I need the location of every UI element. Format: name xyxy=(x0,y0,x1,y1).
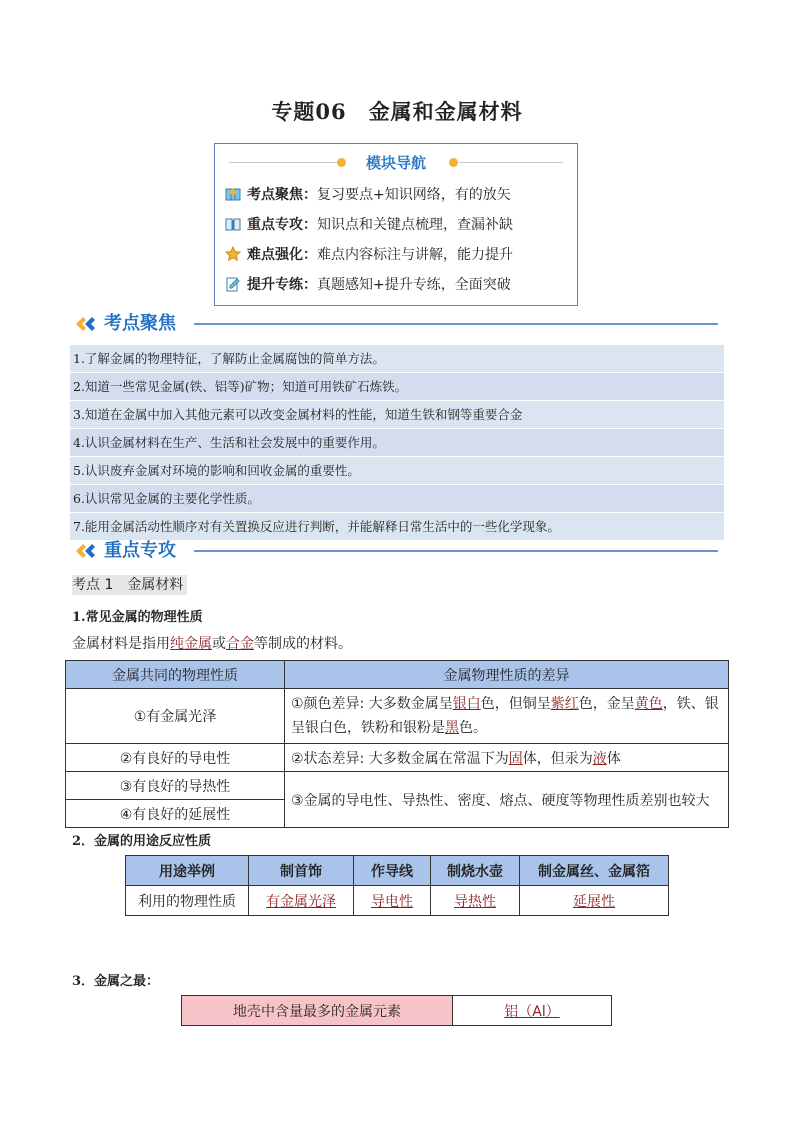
text: 金属材料是指用 xyxy=(72,636,170,652)
list-item: 3.知道在金属中加入其他元素可以改变金属材料的性能，知道生铁和钢等重要合金 xyxy=(70,401,724,429)
text: ②状态差异: 大多数金属在常温下为 xyxy=(291,750,509,767)
nav-item-desc: 真题感知+提升专练，全面突破 xyxy=(317,277,511,293)
kaodian-label: 考点 1 金属材料 xyxy=(72,575,187,595)
table-cell: ①有金属光泽 xyxy=(66,689,285,744)
nav-item-difficulty xyxy=(225,244,513,266)
answer-text: 导热性 xyxy=(454,893,496,910)
answer-text: 黑 xyxy=(445,720,459,736)
list-item: 7.能用金属活动性顺序对有关置换反应进行判断，并能解释日常生活中的一些化学现象。 xyxy=(70,513,724,541)
text: 体 xyxy=(606,750,621,767)
edit-icon xyxy=(225,276,241,292)
text: 体，但汞为 xyxy=(522,750,593,767)
subheading: 3．金属之最： xyxy=(72,974,160,989)
table-cell: ③金属的导电性、导热性、密度、熔点、硬度等物理性质差别也较大 xyxy=(285,772,729,828)
table-header: 金属物理性质的差异 xyxy=(285,661,729,689)
table-cell xyxy=(354,886,431,916)
section-title: 重点专攻 xyxy=(104,540,176,561)
nav-item-desc: 知识点和关键点梳理，查漏补缺 xyxy=(317,217,513,233)
text: 或 xyxy=(212,636,226,652)
table-cell: ④有良好的延展性 xyxy=(66,800,285,828)
map-icon xyxy=(225,186,241,202)
answer-text: 有金属光泽 xyxy=(266,893,336,910)
answer-text: 纯金属 xyxy=(170,636,212,652)
table-header: 制首饰 xyxy=(249,856,354,886)
answer-text: 液 xyxy=(592,750,607,767)
text: 呈银白色，铁粉和银粉是 xyxy=(291,720,445,736)
answer-text: 合金 xyxy=(226,636,254,652)
subheading: 1.常见金属的物理性质 xyxy=(72,610,203,625)
table-cell: ②有良好的导电性 xyxy=(66,744,285,772)
dot-icon xyxy=(449,158,458,167)
table-header: 用途举例 xyxy=(126,856,249,886)
answer-text: 紫红 xyxy=(550,696,579,712)
nav-item-practice xyxy=(225,274,511,296)
table-cell xyxy=(249,886,354,916)
list-item: 6.认识常见金属的主要化学性质。 xyxy=(70,485,724,513)
text: 色。 xyxy=(459,720,487,736)
table-header: 制烧水壶 xyxy=(431,856,520,886)
answer-text: 固 xyxy=(508,750,523,767)
nav-item-key: 难点强化： xyxy=(247,247,317,263)
table-header: 制金属丝、金属箔 xyxy=(520,856,669,886)
table-header: 金属共同的物理性质 xyxy=(66,661,285,689)
text: 色，但铜呈 xyxy=(480,696,551,712)
double-chevron-icon xyxy=(74,540,100,562)
section-header-focus xyxy=(72,311,718,337)
answer-text: 铝（Al） xyxy=(504,1003,560,1020)
table-cell xyxy=(453,996,612,1026)
table-cell: 利用的物理性质 xyxy=(126,886,249,916)
properties-table xyxy=(65,660,729,828)
star-icon xyxy=(225,246,241,262)
text: ①颜色差异: 大多数金属呈 xyxy=(291,696,453,712)
book-icon xyxy=(225,216,241,232)
text: 等制成的材料。 xyxy=(254,636,352,652)
nav-item-key-points xyxy=(225,214,513,236)
nav-item-key: 提升专练： xyxy=(247,277,317,293)
section-header-key-points xyxy=(72,538,718,564)
nav-item-desc: 难点内容标注与讲解，能力提升 xyxy=(317,247,513,263)
table-cell xyxy=(285,689,729,744)
focus-list xyxy=(70,345,724,541)
table-cell: 地壳中含量最多的金属元素 xyxy=(182,996,453,1026)
nav-item-desc: 复习要点+知识网络，有的放矢 xyxy=(317,187,511,203)
uses-table xyxy=(125,855,669,916)
table-header: 作导线 xyxy=(354,856,431,886)
text: 色，金呈 xyxy=(578,696,635,712)
section-divider xyxy=(194,550,718,552)
text: ，铁、银 xyxy=(662,696,719,712)
table-cell xyxy=(285,744,729,772)
nav-item-key: 考点聚焦： xyxy=(247,187,317,203)
nav-item-key: 重点专攻： xyxy=(247,217,317,233)
list-item: 2.知道一些常见金属(铁、铝等)矿物；知道可用铁矿石炼铁。 xyxy=(70,373,724,401)
table-cell xyxy=(520,886,669,916)
list-item: 5.认识废弃金属对环境的影响和回收金属的重要性。 xyxy=(70,457,724,485)
module-nav-box xyxy=(214,143,578,306)
section-divider xyxy=(194,323,718,325)
list-item: 4.认识金属材料在生产、生活和社会发展中的重要作用。 xyxy=(70,429,724,457)
module-nav-title: 模块导航 xyxy=(365,154,426,172)
table-cell xyxy=(431,886,520,916)
answer-text: 导电性 xyxy=(371,893,413,910)
divider xyxy=(459,162,563,163)
intro-paragraph xyxy=(72,633,352,653)
subheading: 2．金属的用途反应性质 xyxy=(72,834,212,849)
metal-records-table xyxy=(181,995,612,1026)
list-item: 1.了解金属的物理特征，了解防止金属腐蚀的简单方法。 xyxy=(70,345,724,373)
nav-item-focus xyxy=(225,184,511,206)
double-chevron-icon xyxy=(74,313,100,335)
section-title: 考点聚焦 xyxy=(104,313,176,334)
module-nav-header xyxy=(215,152,577,172)
page-title: 专题06 金属和金属材料 xyxy=(271,99,523,124)
answer-text: 黄色 xyxy=(634,696,663,712)
table-cell: ③有良好的导热性 xyxy=(66,772,285,800)
answer-text: 延展性 xyxy=(573,893,615,910)
answer-text: 银白 xyxy=(452,696,481,712)
